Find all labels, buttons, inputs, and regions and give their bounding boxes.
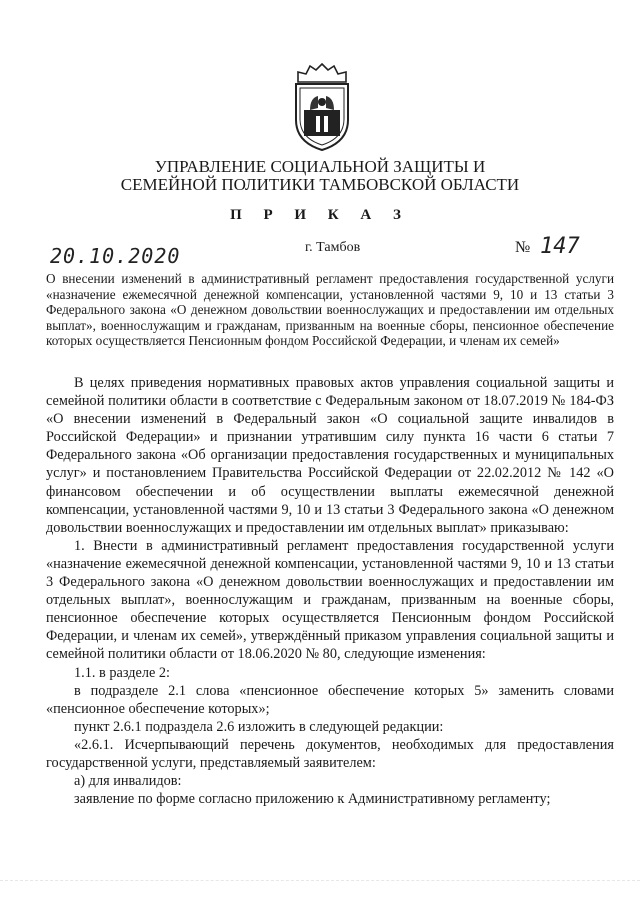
document-type: П Р И К А З xyxy=(230,207,410,223)
document-city: г. Тамбов xyxy=(305,240,361,255)
document-number: 147 xyxy=(540,234,580,259)
coat-of-arms-icon xyxy=(288,62,356,152)
document-number-label: № xyxy=(515,239,531,256)
paragraph-point-2-6-1: пункт 2.6.1 подраздела 2.6 изложить в следующей редакции: xyxy=(74,718,444,735)
paragraph-preamble: В целях приведения нормативных правовых актов управления социальной защиты и семейной политики области в соответствие с Федеральным законом от 18.07.2019 № 184-ФЗ «О внесении изменений в Федеральный закон «О социальной защите инвалидов в Российской Федерации» и признании утратившим силу пункта 16 части 6 статьи 7 Федерального закона «Об организации предоставления государственных и муниципальных услуг» и постановлением Правительства Российской Федерации от 22.02.2012 № 142 «О финансовом обеспечении и об осуществлении выплаты ежемесячной денежной компенсации, установленной частями 9, 10 и 13 статьи 3 Федерального закона «О денежном довольствии военнослужащих и предоставлении им отдельных выплат» приказываю: xyxy=(46,375,614,536)
organization-name-line2: СЕМЕЙНОЙ ПОЛИТИКИ ТАМБОВСКОЙ ОБЛАСТИ xyxy=(120,175,520,194)
organization-name-line1: УПРАВЛЕНИЕ СОЦИАЛЬНОЙ ЗАЩИТЫ И xyxy=(154,157,486,176)
paragraph-subsection-2-1: в подразделе 2.1 слова «пенсионное обеспечение которых 5» заменить словами «пенсионное обеспечение которых»; xyxy=(46,682,614,717)
paragraph-2-6-1-text: «2.6.1. Исчерпывающий перечень документов, необходимых для предоставления государственной услуги, представляемый заявителем: xyxy=(46,736,614,771)
document-date: 20.10.2020 xyxy=(50,244,181,268)
document-body xyxy=(46,374,614,808)
scan-edge xyxy=(0,880,640,893)
document-subject: О внесении изменений в административный регламент предоставления государственной услуги «назначение ежемесячной денежной компенсации, установленной частями 9, 10 и 13 статьи 3 Федерального закона «О денежном довольствии военнослужащих и предоставлении им отдельных выплат», военнослужащим и гражданам, призванным на военные сборы, пенсионное обеспечение которых осуществляется Пенсионным фондом Российской Федерации, и членам их семей» xyxy=(46,271,614,349)
paragraph-item-1-1: 1.1. в разделе 2: xyxy=(74,664,171,681)
paragraph-item-1: 1. Внести в административный регламент предоставления государственной услуги «назначение ежемесячной денежной компенсации, установленной частями 9, 10 и 13 статьи 3 Федерального закона «О денежном довольствии военнослужащих и предоставлении им отдельных выплат», военнослужащим и гражданам, призванным на военные сборы, пенсионное обеспечение которых осуществляется Пенсионным фондом Российской Федерации, и членам их семей», утверждённый приказом управления социальной защиты и семейной политики области от 18.06.2020 № 80, следующие изменения: xyxy=(46,537,614,663)
paragraph-application-form: заявление по форме согласно приложению к Административному регламенту; xyxy=(74,791,551,808)
paragraph-a-disabled: а) для инвалидов: xyxy=(74,773,182,790)
